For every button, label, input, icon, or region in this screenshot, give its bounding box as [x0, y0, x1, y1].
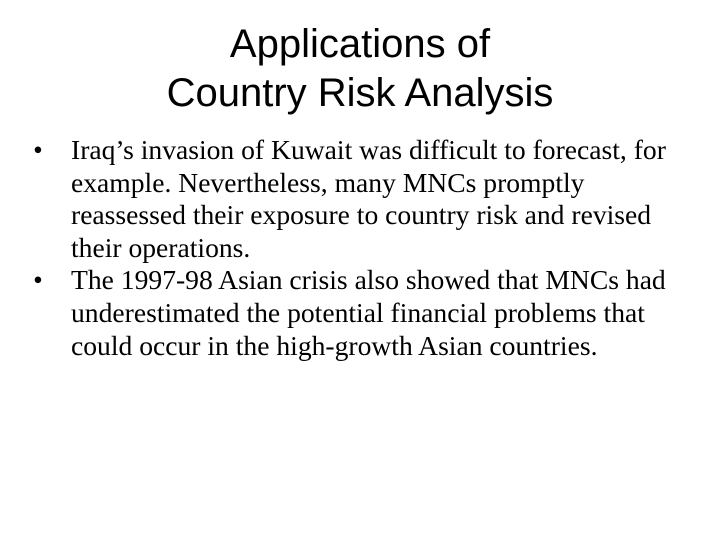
bullet-marker: •: [33, 264, 43, 296]
bullet-text: Iraq’s invasion of Kuwait was difficult to forecast, for example. Nevertheless, many MNCs promptly reassessed their exposure to country risk and revised their operations.: [71, 134, 666, 263]
bullet-list: [28, 134, 698, 362]
slide-title-line-1: Applications of: [229, 22, 491, 66]
bullet-text: The 1997-98 Asian crisis also showed that MNCs had underestimated the potential financial problems that could occur in the high-growth Asian countries.: [71, 264, 666, 361]
bullet-item-asian-crisis: [28, 264, 698, 362]
slide-title: [60, 20, 660, 118]
slide-title-line-2: Country Risk Analysis: [166, 71, 554, 115]
bullet-item-iraq-kuwait: [28, 134, 698, 264]
bullet-marker: •: [33, 134, 43, 165]
